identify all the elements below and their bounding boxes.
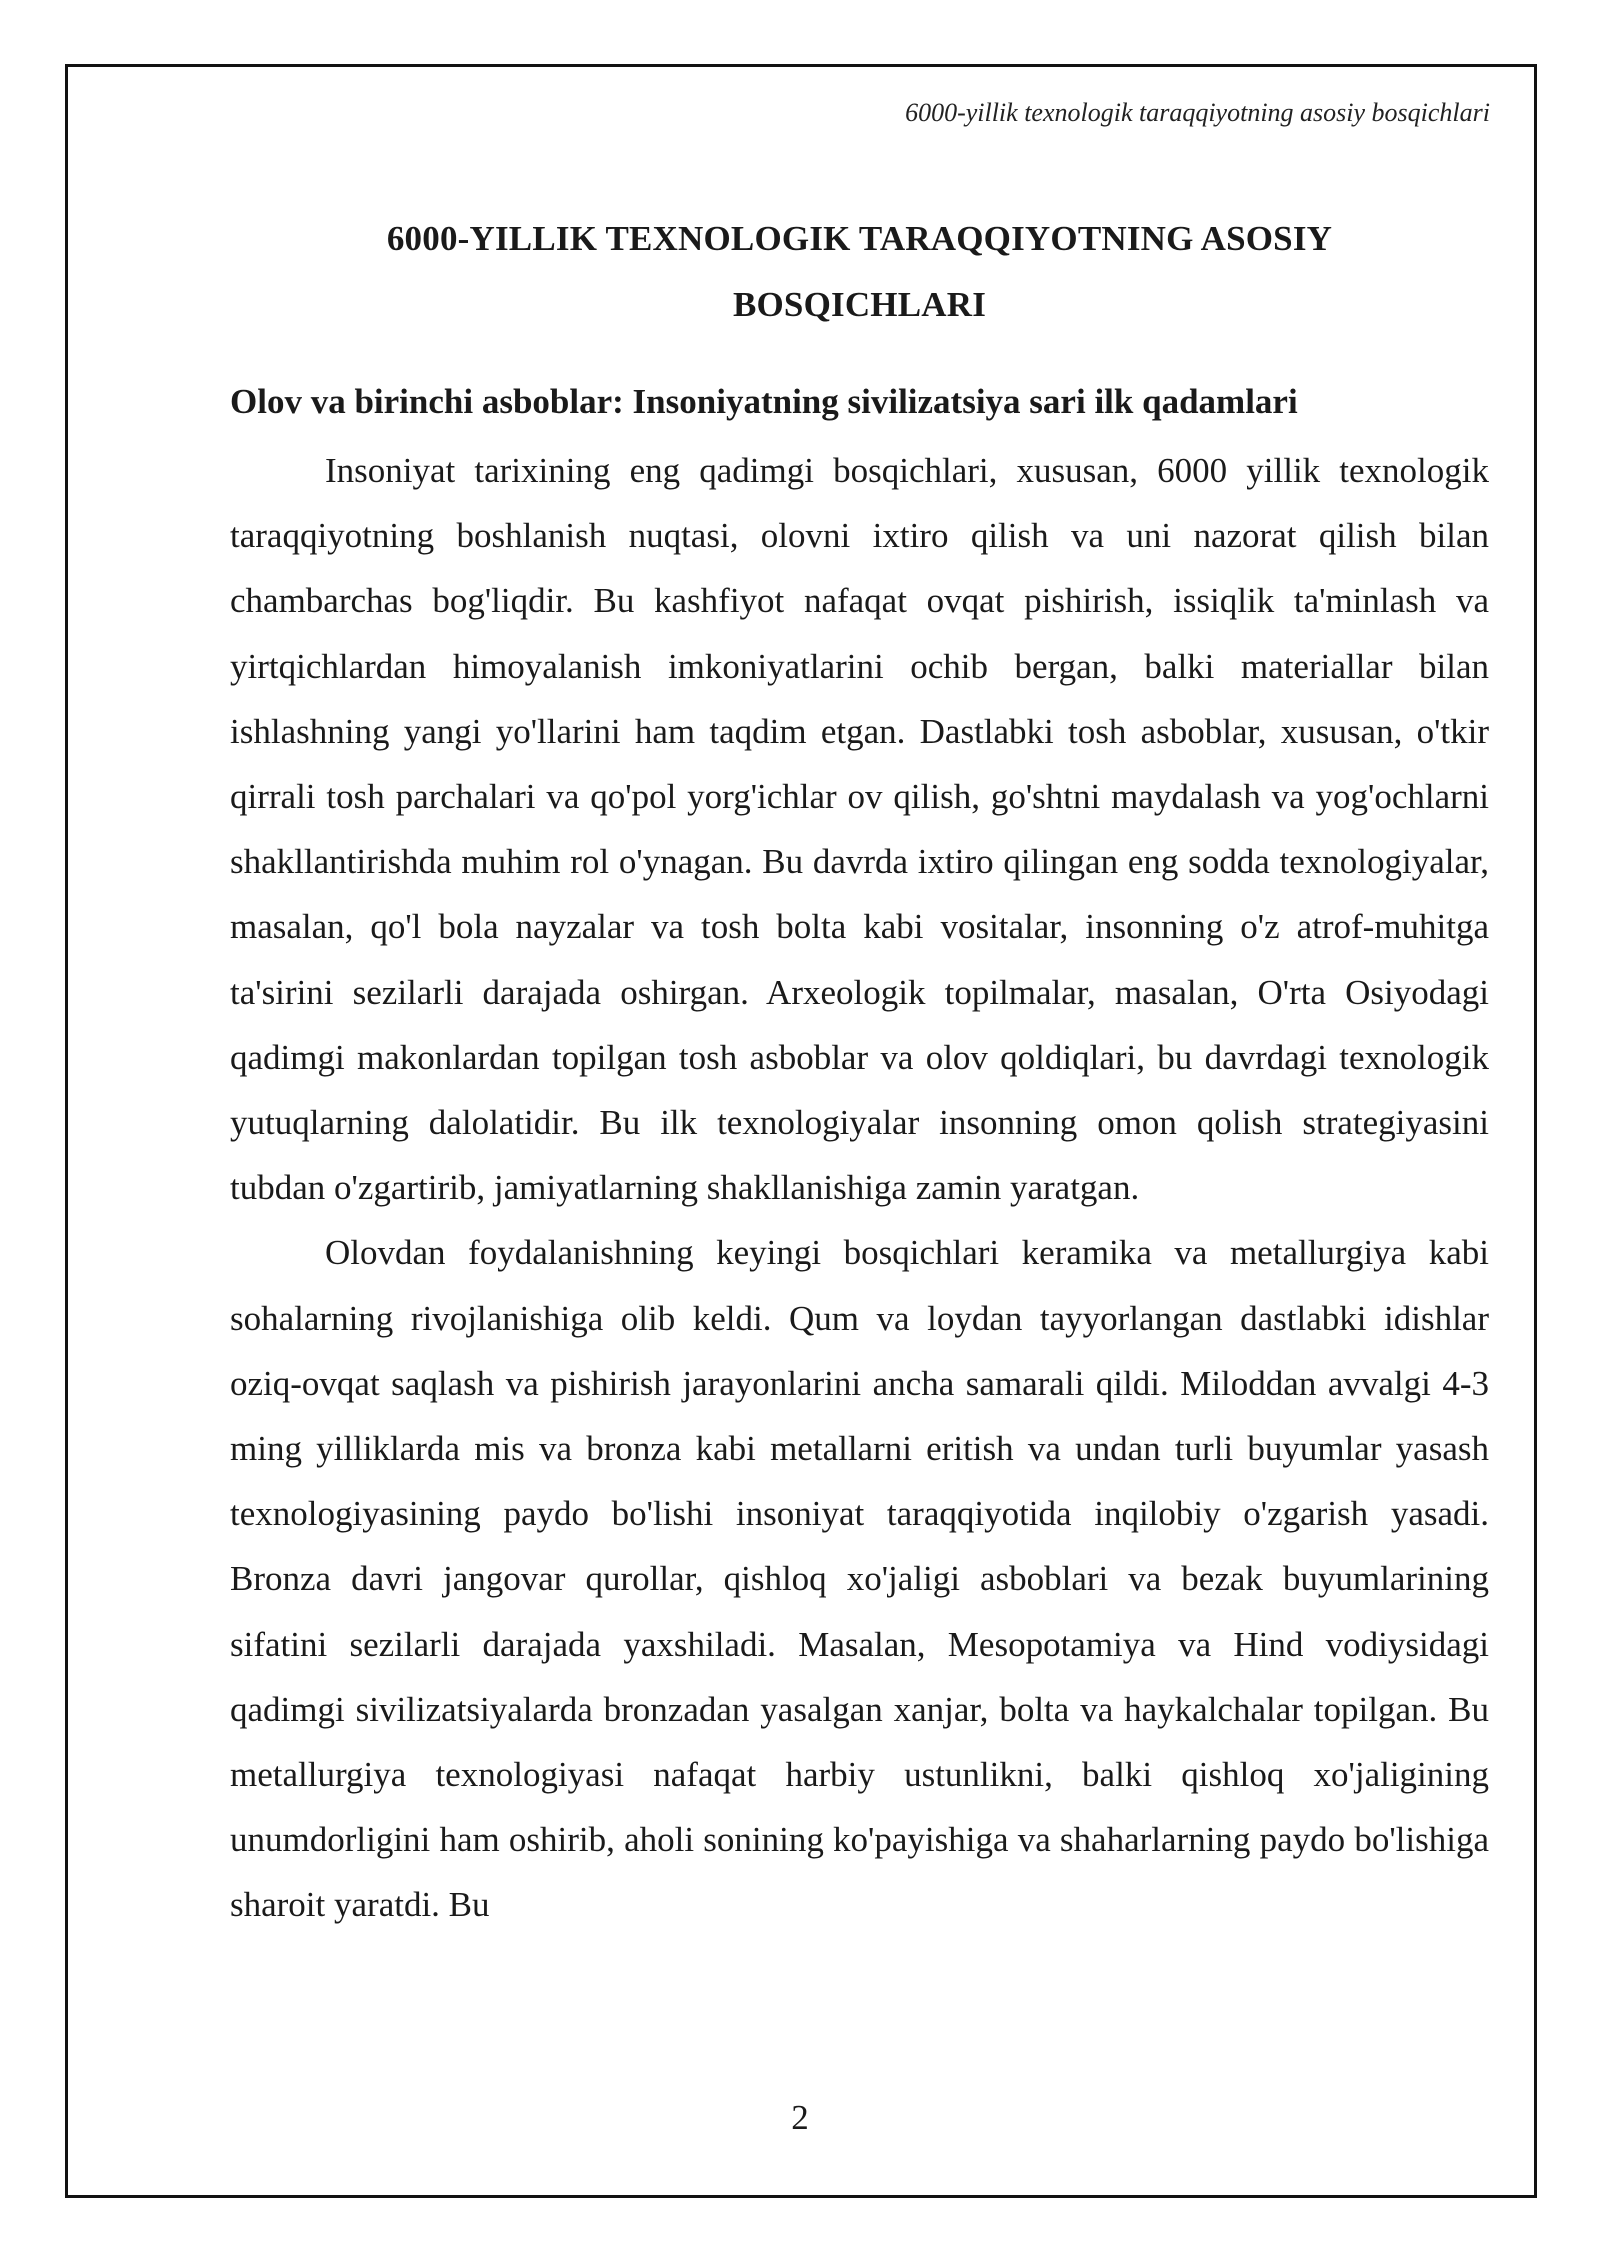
document-title	[230, 206, 1489, 338]
page-number: 2	[791, 2098, 809, 2137]
page-content	[230, 206, 1489, 1938]
body-text	[230, 438, 1489, 1938]
running-header: 6000-yillik texnologik taraqqiyotning asosiy bosqichlari	[905, 98, 1490, 127]
paragraph-1: Insoniyat tarixining eng qadimgi bosqichlari, xususan, 6000 yillik texnologik taraqqiyotning boshlanish nuqtasi, olovni ixtiro qilish va uni nazorat qilish bilan chambarchas bog'liqdir. Bu kashfiyot nafaqat ovqat pishirish, issiqlik ta'minlash va yirtqichlardan himoyalanish imkoniyatlarini ochib bergan, balki materiallar bilan ishlashning yangi yo'llarini ham taqdim etgan. Dastlabki tosh asboblar, xususan, o'tkir qirrali tosh parchalari va qo'pol yorg'ichlar ov qilish, go'shtni maydalash va yog'ochlarni shakllantirishda muhim rol o'ynagan. Bu davrda ixtiro qilingan eng sodda texnologiyalar, masalan, qo'l bola nayzalar va tosh bolta kabi vositalar, insonning o'z atrof-muhitga ta'sirini sezilarli darajada oshirgan. Arxeologik topilmalar, masalan, O'rta Osiyodagi qadimgi makonlardan topilgan tosh asboblar va olov qoldiqlari, bu davrdagi texnologik yutuqlarning dalolatidir. Bu ilk texnologiyalar insonning omon qolish strategiyasini tubdan o'zgartirib, jamiyatlarning shakllanishiga zamin yaratgan.	[230, 451, 1489, 1208]
section-heading: Olov va birinchi asboblar: Insoniyatning sivilizatsiya sari ilk qadamlari	[230, 382, 1298, 421]
document-title-line-2: BOSQICHLARI	[732, 285, 987, 324]
paragraph-2: Olovdan foydalanishning keyingi bosqichlari keramika va metallurgiya kabi sohalarning rivojlanishiga olib keldi. Qum va loydan tayyorlangan dastlabki idishlar oziq-ovqat saqlash va pishirish jarayonlarini ancha samarali qildi. Miloddan avvalgi 4-3 ming yilliklarda mis va bronza kabi metallarni eritish va undan turli buyumlar yasash texnologiyasining paydo bo'lishi insoniyat taraqqiyotida inqilobiy o'zgarish yasadi. Bronza davri jangovar qurollar, qishloq xo'jaligi asboblari va bezak buyumlarining sifatini sezilarli darajada yaxshiladi. Masalan, Mesopotamiya va Hind vodiysidagi qadimgi sivilizatsiyalarda bronzadan yasalgan xanjar, bolta va haykalchalar topilgan. Bu metallurgiya texnologiyasi nafaqat harbiy ustunlikni, balki qishloq xo'jaligining unumdorligini ham oshirib, aholi sonining ko'payishiga va shaharlarning paydo bo'lishiga sharoit yaratdi. Bu	[230, 1233, 1489, 1925]
document-title-line-1: 6000-YILLIK TEXNOLOGIK TARAQQIYOTNING ASOSIY	[386, 219, 1333, 258]
